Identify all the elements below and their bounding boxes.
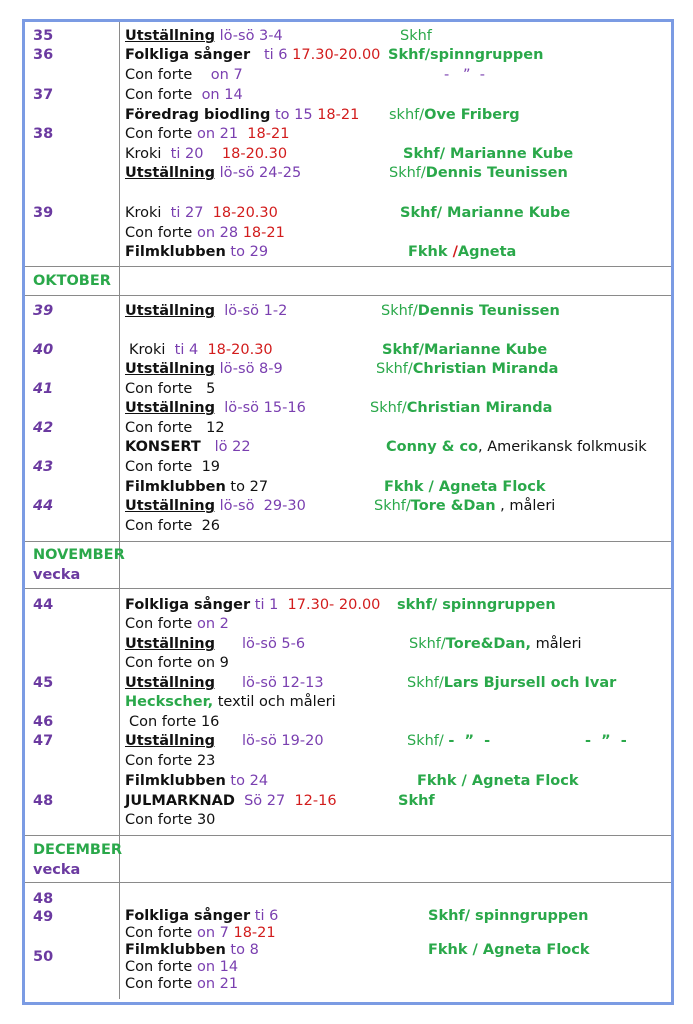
event-day: lö-sö 15-16 xyxy=(224,400,306,416)
week-number: 45 xyxy=(33,675,54,691)
event-row xyxy=(125,438,251,456)
event-title: Folkliga sånger xyxy=(125,47,251,63)
row-divider xyxy=(25,835,671,836)
week-number: 42 xyxy=(33,420,54,436)
event-title: Utställning xyxy=(125,636,215,652)
event-organizer: Skhf xyxy=(400,28,432,44)
vecka-label: vecka xyxy=(33,862,81,878)
event-time: 18-20.30 xyxy=(207,342,273,358)
event-row xyxy=(125,497,306,515)
event-day: ti 6 xyxy=(263,47,288,63)
event-row xyxy=(125,792,337,810)
event-day: ti 6 xyxy=(254,908,279,924)
event-organizer: Skhf/Tore &Dan , måleri xyxy=(374,498,556,514)
event-title: Con forte xyxy=(125,420,193,436)
event-organizer: Skhf/spinngruppen xyxy=(388,47,544,63)
event-title: KONSERT xyxy=(125,439,201,455)
event-day: lö-sö 3-4 xyxy=(219,28,283,44)
month-heading: DECEMBER xyxy=(33,842,123,858)
event-day: ti 4 xyxy=(174,342,199,358)
event-title: Kroki xyxy=(129,342,166,358)
event-row xyxy=(125,145,287,163)
event-day: lö-sö 12-13 xyxy=(242,675,324,691)
event-day: lö-sö 24-25 xyxy=(219,165,302,181)
event-row xyxy=(125,907,278,925)
event-day: on 14 xyxy=(201,87,243,103)
event-day: on 21 xyxy=(196,976,239,992)
event-row: Con forte on 9 xyxy=(125,655,229,671)
event-title: Utställning xyxy=(125,165,215,181)
row-divider xyxy=(25,588,671,589)
row-divider xyxy=(25,266,671,267)
event-row: Heckscher, textil och måleri xyxy=(125,694,336,710)
row-divider xyxy=(25,541,671,542)
event-row xyxy=(125,975,238,993)
event-day: on 28 xyxy=(196,225,239,241)
event-day: 19 xyxy=(201,459,221,475)
event-title: Filmklubben xyxy=(125,244,226,260)
event-day: to 8 xyxy=(230,942,259,958)
event-row xyxy=(125,380,215,398)
event-title: Con forte xyxy=(125,126,193,142)
week-number: 35 xyxy=(33,28,54,44)
event-day: 5 xyxy=(206,381,216,397)
event-time: 17.30-20.00 xyxy=(292,47,381,63)
week-number: 44 xyxy=(33,597,54,613)
event-row xyxy=(125,243,268,261)
event-title: Utställning xyxy=(125,498,215,514)
event-organizer: Skhf/Christian Miranda xyxy=(376,361,559,377)
event-title: Kroki xyxy=(125,205,162,221)
event-row xyxy=(125,772,268,790)
week-number: 46 xyxy=(33,714,54,730)
event-organizer: Skhf/ Marianne Kube xyxy=(403,146,574,162)
event-day: 26 xyxy=(201,518,221,534)
week-number: 39 xyxy=(33,303,54,319)
event-time: 12-16 xyxy=(294,793,337,809)
event-day: to 27 xyxy=(230,479,269,495)
event-row xyxy=(125,517,220,535)
event-organizer: skhf/Ove Friberg xyxy=(389,107,520,123)
event-organizer: Fkhk /Agneta xyxy=(408,244,517,260)
event-row xyxy=(125,204,278,222)
month-heading: NOVEMBER xyxy=(33,547,125,563)
event-day: lö-sö 8-9 xyxy=(219,361,283,377)
event-time: 18-21 xyxy=(247,126,290,142)
event-organizer: Skhf/Marianne Kube xyxy=(382,342,548,358)
event-title: Con forte xyxy=(125,925,193,941)
event-row xyxy=(125,360,283,378)
event-title: JULMARKNAD xyxy=(125,793,235,809)
event-row xyxy=(125,941,259,959)
event-organizer: Fkhk / Agneta Flock xyxy=(384,479,546,495)
event-row xyxy=(125,399,306,417)
event-title: Filmklubben xyxy=(125,479,226,495)
event-day: on 2 xyxy=(196,616,229,632)
event-time: 18-20.30 xyxy=(212,205,278,221)
event-day: ti 27 xyxy=(170,205,204,221)
event-row xyxy=(125,86,243,104)
event-day: on 14 xyxy=(196,959,239,975)
event-title: Utställning xyxy=(125,400,215,416)
event-day: to 29 xyxy=(230,244,269,260)
event-day: on 7 xyxy=(196,925,229,941)
event-row xyxy=(125,958,238,976)
event-organizer: Skhf/ spinngruppen xyxy=(428,908,589,924)
event-row xyxy=(125,125,289,143)
event-title: Kroki xyxy=(125,146,162,162)
event-day: lö-sö 1-2 xyxy=(224,303,288,319)
event-day: lö 22 xyxy=(214,439,251,455)
week-number: 37 xyxy=(33,87,54,103)
event-row xyxy=(125,106,359,124)
event-row xyxy=(125,596,380,614)
event-organizer: Skhf xyxy=(398,793,435,809)
event-time: 17.30- 20.00 xyxy=(287,597,381,613)
event-organizer: Skhf/Dennis Teunissen xyxy=(381,303,560,319)
row-divider xyxy=(25,295,671,296)
event-row: Con forte 23 xyxy=(125,753,216,769)
week-number: 38 xyxy=(33,126,54,142)
event-day: ti 20 xyxy=(170,146,204,162)
event-row: Con forte 16 xyxy=(129,714,220,730)
event-row xyxy=(125,924,276,942)
event-title: Föredrag biodling xyxy=(125,107,271,123)
event-organizer: Skhf/Dennis Teunissen xyxy=(389,165,568,181)
event-time: 18-21 xyxy=(233,925,276,941)
event-title: Con forte xyxy=(125,87,193,103)
event-row xyxy=(125,224,285,242)
event-organizer: Skhf/Lars Bjursell och Ivar xyxy=(407,675,617,691)
week-number: 47 xyxy=(33,733,54,749)
week-number: 48 xyxy=(33,891,54,907)
event-row xyxy=(125,302,287,320)
event-row xyxy=(125,458,220,476)
event-organizer: Skhf/Tore&Dan, måleri xyxy=(409,636,582,652)
event-title: Con forte xyxy=(125,959,193,975)
event-title: Utställning xyxy=(125,303,215,319)
event-row xyxy=(125,419,225,437)
event-day: on 21 xyxy=(196,126,239,142)
event-time: 18-21 xyxy=(242,225,285,241)
event-day: ti 1 xyxy=(254,597,279,613)
event-title: Con forte xyxy=(125,976,193,992)
event-row xyxy=(125,66,243,84)
event-day: to 15 xyxy=(274,107,313,123)
week-number: 41 xyxy=(33,381,54,397)
event-organizer: Conny & co, Amerikansk folkmusik xyxy=(386,439,647,455)
week-number: 49 xyxy=(33,909,54,925)
event-title: Utställning xyxy=(125,28,215,44)
event-time: 18-21 xyxy=(317,107,360,123)
event-day: lö-sö 5-6 xyxy=(242,636,306,652)
event-day: lö-sö 29-30 xyxy=(219,498,306,514)
event-title: Con forte xyxy=(125,518,193,534)
event-row xyxy=(125,615,229,633)
week-number: 50 xyxy=(33,949,54,965)
event-day: Sö 27 xyxy=(244,793,286,809)
event-title: Con forte xyxy=(125,381,193,397)
event-title: Folkliga sånger xyxy=(125,597,251,613)
week-number: 48 xyxy=(33,793,54,809)
event-row xyxy=(125,478,268,496)
event-row xyxy=(125,46,380,64)
week-number: 43 xyxy=(33,459,54,475)
event-title: Filmklubben xyxy=(125,773,226,789)
event-title: Filmklubben xyxy=(125,942,226,958)
event-title: Utställning xyxy=(125,733,215,749)
event-day: on 7 xyxy=(210,67,243,83)
ditto-mark: - ” - xyxy=(444,67,486,83)
event-day: lö-sö 19-20 xyxy=(242,733,324,749)
event-time: 18-20.30 xyxy=(221,146,288,162)
event-title: Folkliga sånger xyxy=(125,908,251,924)
event-title: Utställning xyxy=(125,361,215,377)
event-title: Con forte xyxy=(125,67,193,83)
event-organizer: Skhf/ - ” - xyxy=(407,733,491,749)
month-heading: OKTOBER xyxy=(33,273,111,289)
event-title: Con forte xyxy=(125,225,193,241)
event-title: Con forte xyxy=(125,616,193,632)
event-row xyxy=(125,164,301,182)
event-organizer: Skhf/ Marianne Kube xyxy=(400,205,571,221)
week-number: 44 xyxy=(33,498,54,514)
event-organizer: Fkhk / Agneta Flock xyxy=(417,773,579,789)
event-organizer: Skhf/Christian Miranda xyxy=(370,400,553,416)
week-number: 39 xyxy=(33,205,54,221)
event-day: to 24 xyxy=(230,773,269,789)
week-number: 40 xyxy=(33,342,54,358)
event-row xyxy=(129,341,273,359)
event-day: 12 xyxy=(206,420,225,436)
event-title: Con forte xyxy=(125,459,193,475)
event-title: Utställning xyxy=(125,675,215,691)
row-divider xyxy=(25,882,671,883)
week-number: 36 xyxy=(33,47,54,63)
ditto-mark: - ” - xyxy=(585,733,627,749)
event-organizer: Fkhk / Agneta Flock xyxy=(428,942,590,958)
event-row: Con forte 30 xyxy=(125,812,216,828)
event-organizer: skhf/ spinngruppen xyxy=(397,597,556,613)
event-row xyxy=(125,27,283,45)
vecka-label: vecka xyxy=(33,567,81,583)
